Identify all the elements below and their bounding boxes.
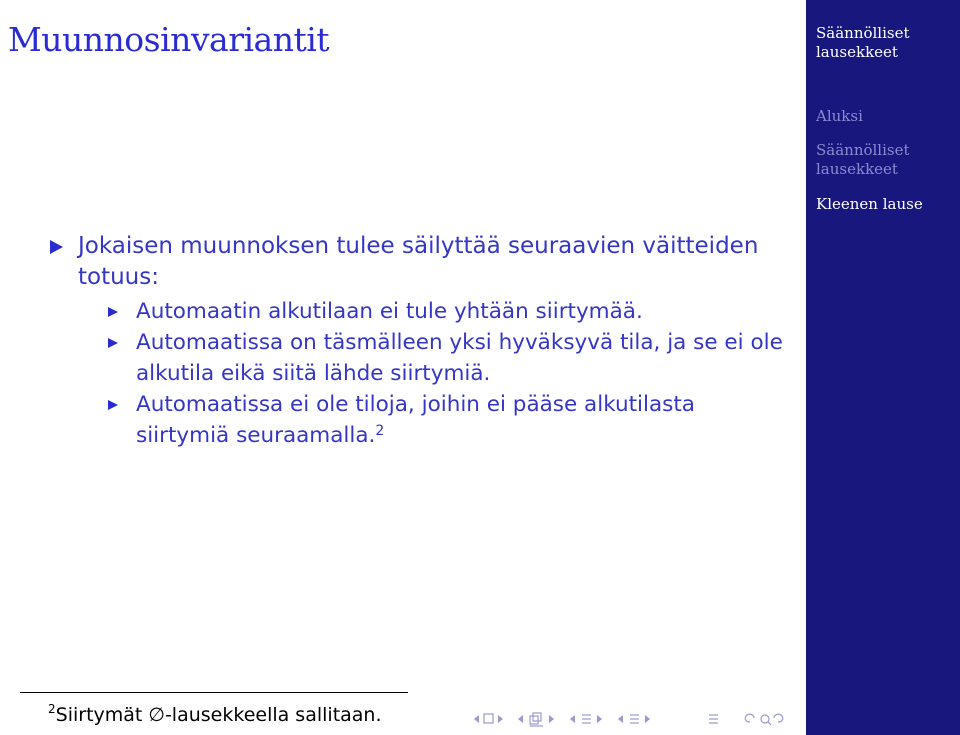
nav-section-icon[interactable] (582, 715, 591, 723)
subbullet-item (46, 327, 791, 389)
bullet-text: Jokaisen muunnoksen tulee säilyttää seuraavien väitteiden totuus: (78, 233, 759, 290)
subbullet-text: Automaatissa ei ole tiloja, joihin ei pääse alkutilasta siirtymiä seuraamalla. (136, 392, 695, 448)
footnote-marker[interactable]: 2 (375, 423, 385, 439)
subbullet-text: Automaatin alkutilaan ei tule yhtään siirtymää. (136, 299, 643, 324)
bullet-triangle-icon (50, 240, 63, 254)
sidebar (806, 0, 960, 735)
nav-frame-icon[interactable] (484, 714, 493, 723)
nav-align-icon[interactable] (709, 715, 718, 723)
nav-section-back-icon[interactable] (570, 715, 575, 723)
beamer-navigation-bar (466, 710, 798, 728)
sidebar-item-kleenen-lause[interactable]: Kleenen lause (816, 195, 923, 213)
footnote (48, 704, 382, 726)
bullet-item (46, 231, 791, 293)
slide-content (46, 231, 791, 451)
footnote-number: 2 (48, 702, 56, 716)
sidebar-section-title[interactable]: Säännölliset lausekkeet (816, 24, 910, 61)
nav-forward-icon[interactable] (774, 714, 783, 722)
nav-presentation-forward-icon[interactable] (645, 715, 650, 723)
nav-subsection-icon[interactable] (530, 713, 543, 726)
subbullet-triangle-icon (108, 307, 118, 317)
nav-subsection-forward-icon[interactable] (549, 715, 554, 723)
nav-presentation-icon[interactable] (630, 715, 639, 723)
sidebar-item-aluksi[interactable]: Aluksi (816, 107, 863, 125)
footnote-rule (20, 692, 408, 693)
footnote-text: Siirtymät ∅-lausekkeella sallitaan. (55, 704, 382, 726)
nav-frame-back-icon[interactable] (474, 715, 479, 723)
nav-frame-forward-icon[interactable] (498, 715, 503, 723)
subbullet-triangle-icon (108, 400, 118, 410)
frame-title: Muunnosinvariantit (8, 20, 330, 59)
nav-section-forward-icon[interactable] (597, 715, 602, 723)
subbullet-item (46, 296, 791, 327)
subbullet-triangle-icon (108, 338, 118, 348)
nav-search-icon[interactable] (761, 715, 771, 725)
nav-back-icon[interactable] (745, 714, 754, 722)
sidebar-item-saannolliset-lausekkeet[interactable]: Säännölliset lausekkeet (816, 141, 910, 178)
subbullet-text: Automaatissa on täsmälleen yksi hyväksyvä tila, ja se ei ole alkutila eikä siitä lähde siirtymiä. (136, 330, 783, 386)
subbullet-item (46, 389, 791, 451)
nav-presentation-back-icon[interactable] (618, 715, 623, 723)
nav-subsection-back-icon[interactable] (518, 715, 523, 723)
